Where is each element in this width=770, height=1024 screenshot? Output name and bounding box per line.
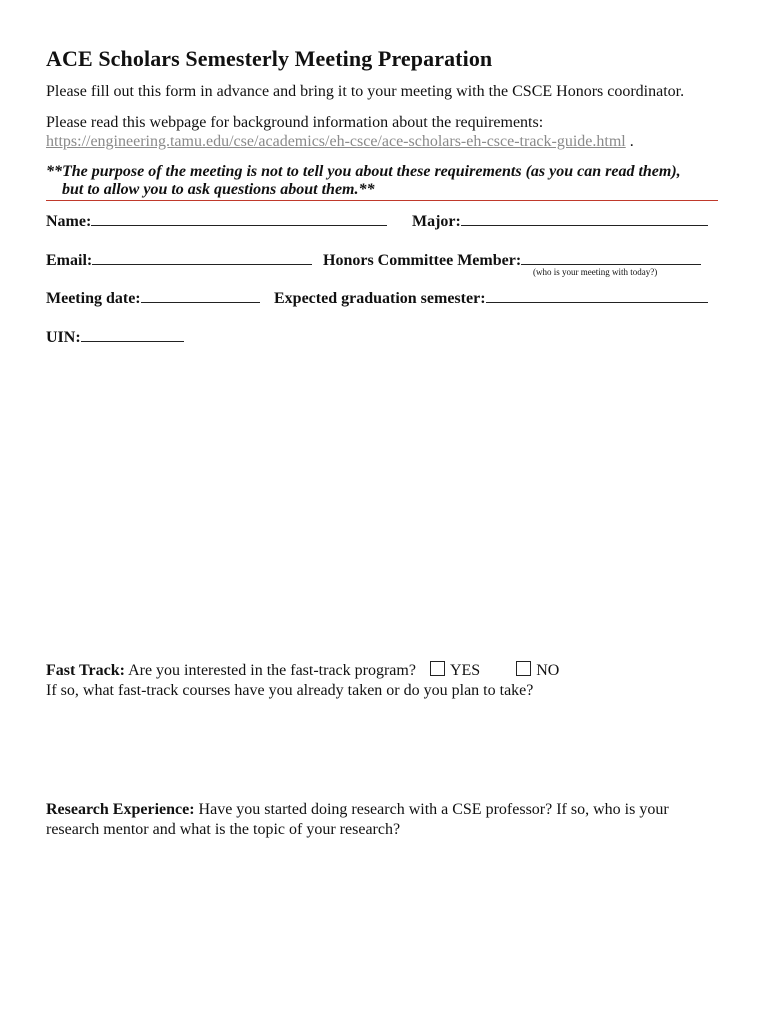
major-field-row <box>412 211 708 231</box>
fast-track-question: Are you interested in the fast-track program? <box>124 662 416 679</box>
graduation-semester-label: Expected graduation semester: <box>274 290 486 307</box>
name-field-row <box>46 211 387 231</box>
email-input-line[interactable] <box>92 250 312 265</box>
no-checkbox[interactable] <box>516 661 531 676</box>
link-suffix: . <box>625 133 634 150</box>
meeting-date-input-line[interactable] <box>141 288 260 303</box>
requirements-link[interactable]: https://engineering.tamu.edu/cse/academics/eh-csce/ace-scholars-eh-csce-track-guide.html <box>46 133 626 150</box>
research-question-line2: research mentor and what is the topic of your research? <box>46 821 401 838</box>
name-input-line[interactable] <box>91 211 387 226</box>
email-field-row <box>46 250 312 270</box>
uin-input-line[interactable] <box>81 327 184 342</box>
purpose-note-line1: **The purpose of the meeting is not to tell you about these requirements (as you can read them), <box>46 163 681 180</box>
intro-text: Please fill out this form in advance and bring it to your meeting with the CSCE Honors coordinator. <box>46 83 685 100</box>
committee-hint: (who is your meeting with today?) <box>533 267 658 277</box>
meeting-date-label: Meeting date: <box>46 290 141 307</box>
major-input-line[interactable] <box>461 211 708 226</box>
fast-track-followup: If so, what fast-track courses have you already taken or do you plan to take? <box>46 682 534 699</box>
email-label: Email: <box>46 252 93 269</box>
research-row <box>46 800 669 819</box>
research-question-line1: Have you started doing research with a CSE professor? If so, who is your <box>194 801 669 818</box>
meeting-date-row <box>46 288 260 308</box>
read-instruction: Please read this webpage for background information about the requirements: <box>46 114 544 131</box>
name-label: Name: <box>46 213 92 230</box>
committee-label: Honors Committee Member: <box>323 252 522 269</box>
fast-track-label: Fast Track: <box>46 662 125 679</box>
purpose-note-line2: but to allow you to ask questions about them.** <box>62 181 375 198</box>
yes-label: YES <box>449 662 481 679</box>
red-divider <box>46 200 718 201</box>
graduation-semester-row <box>274 288 708 308</box>
fast-track-row <box>46 661 559 680</box>
major-label: Major: <box>412 213 461 230</box>
graduation-semester-input-line[interactable] <box>486 288 708 303</box>
uin-label: UIN: <box>46 329 81 346</box>
committee-input-line[interactable] <box>521 250 701 265</box>
research-label: Research Experience: <box>46 801 195 818</box>
no-label: NO <box>536 662 560 679</box>
uin-row <box>46 327 184 347</box>
requirements-link-row <box>46 132 634 151</box>
yes-checkbox[interactable] <box>430 661 445 676</box>
page-title: ACE Scholars Semesterly Meeting Preparation <box>46 46 493 71</box>
